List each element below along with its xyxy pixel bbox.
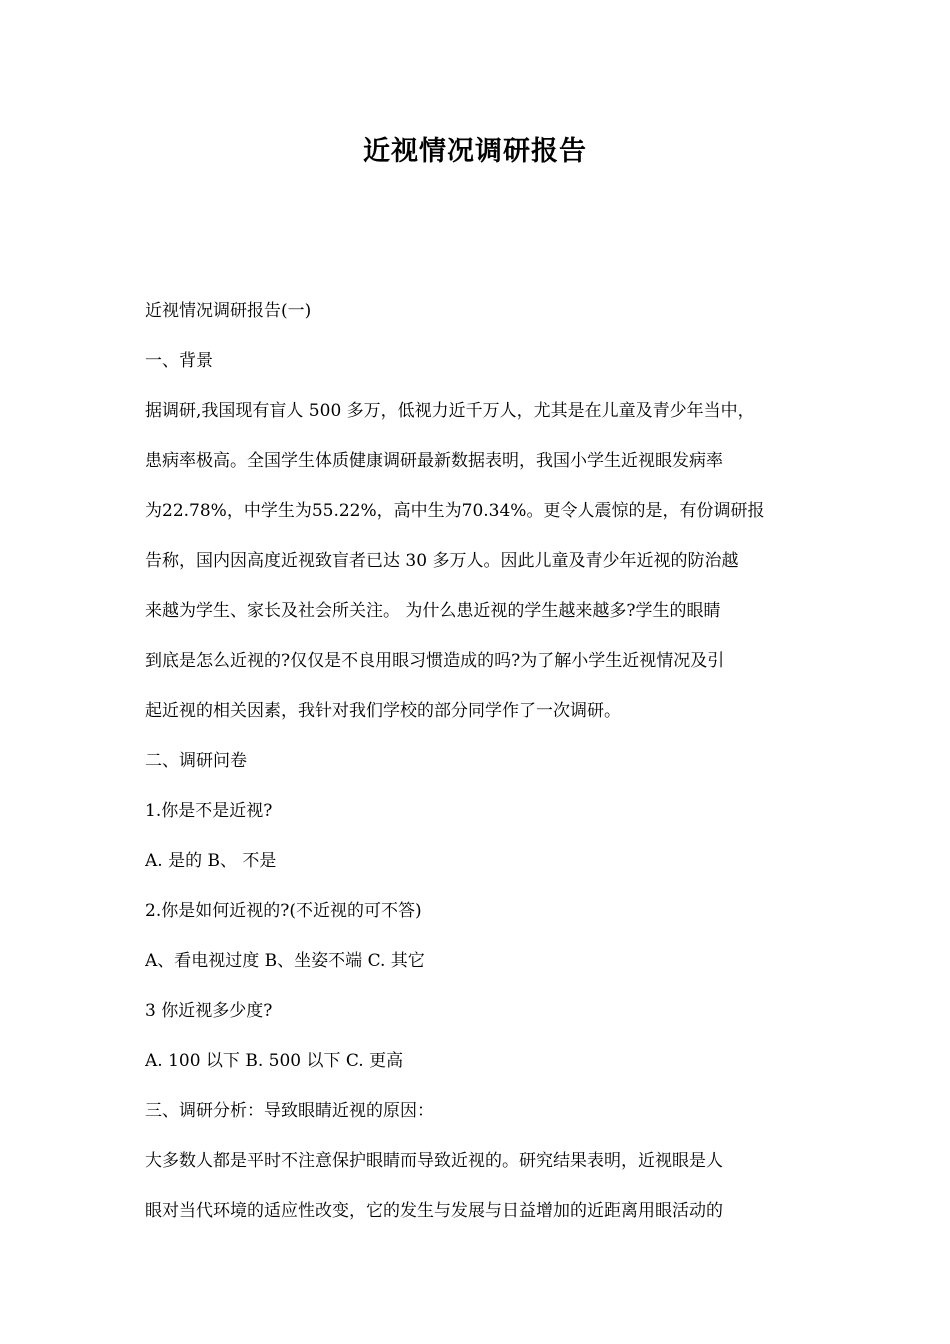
paragraph-line: 告称，国内因高度近视致盲者已达 30 多万人。因此儿童及青少年近视的防治越 xyxy=(145,551,739,571)
question-1: 1.你是不是近视? xyxy=(145,801,273,821)
question-1-options: A. 是的 B、 不是 xyxy=(145,851,277,871)
question-3-options: A. 100 以下 B. 500 以下 C. 更高 xyxy=(145,1051,404,1071)
paragraph-line: 据调研,我国现有盲人 500 多万，低视力近千万人，尤其是在儿童及青少年当中， xyxy=(145,401,755,421)
section-heading-analysis: 三、调研分析：导致眼睛近视的原因： xyxy=(145,1101,434,1121)
section-heading-background: 一、背景 xyxy=(145,351,213,371)
paragraph-line: 患病率极高。全国学生体质健康调研最新数据表明，我国小学生近视眼发病率 xyxy=(145,451,723,471)
paragraph-line: 眼对当代环境的适应性改变，它的发生与发展与日益增加的近距离用眼活动的 xyxy=(145,1201,723,1221)
section-heading-questionnaire: 二、调研问卷 xyxy=(145,751,247,771)
question-2-options: A、看电视过度 B、坐姿不端 C. 其它 xyxy=(145,951,425,971)
paragraph-line: 来越为学生、家长及社会所关注。 为什么患近视的学生越来越多?学生的眼睛 xyxy=(145,601,721,621)
question-3: 3 你近视多少度? xyxy=(145,1001,273,1021)
document-body xyxy=(145,286,815,1236)
paragraph-line: 大多数人都是平时不注意保护眼睛而导致近视的。研究结果表明，近视眼是人 xyxy=(145,1151,723,1171)
paragraph-line: 起近视的相关因素，我针对我们学校的部分同学作了一次调研。 xyxy=(145,701,621,721)
paragraph-line: 为22.78%，中学生为55.22%，高中生为70.34%。更令人震惊的是，有份调研报 xyxy=(145,501,765,521)
subtitle: 近视情况调研报告(一) xyxy=(145,301,312,321)
paragraph-line: 到底是怎么近视的?仅仅是不良用眼习惯造成的吗?为了解小学生近视情况及引 xyxy=(145,651,725,671)
question-2: 2.你是如何近视的?(不近视的可不答) xyxy=(145,901,422,921)
document-title: 近视情况调研报告 xyxy=(363,136,587,167)
